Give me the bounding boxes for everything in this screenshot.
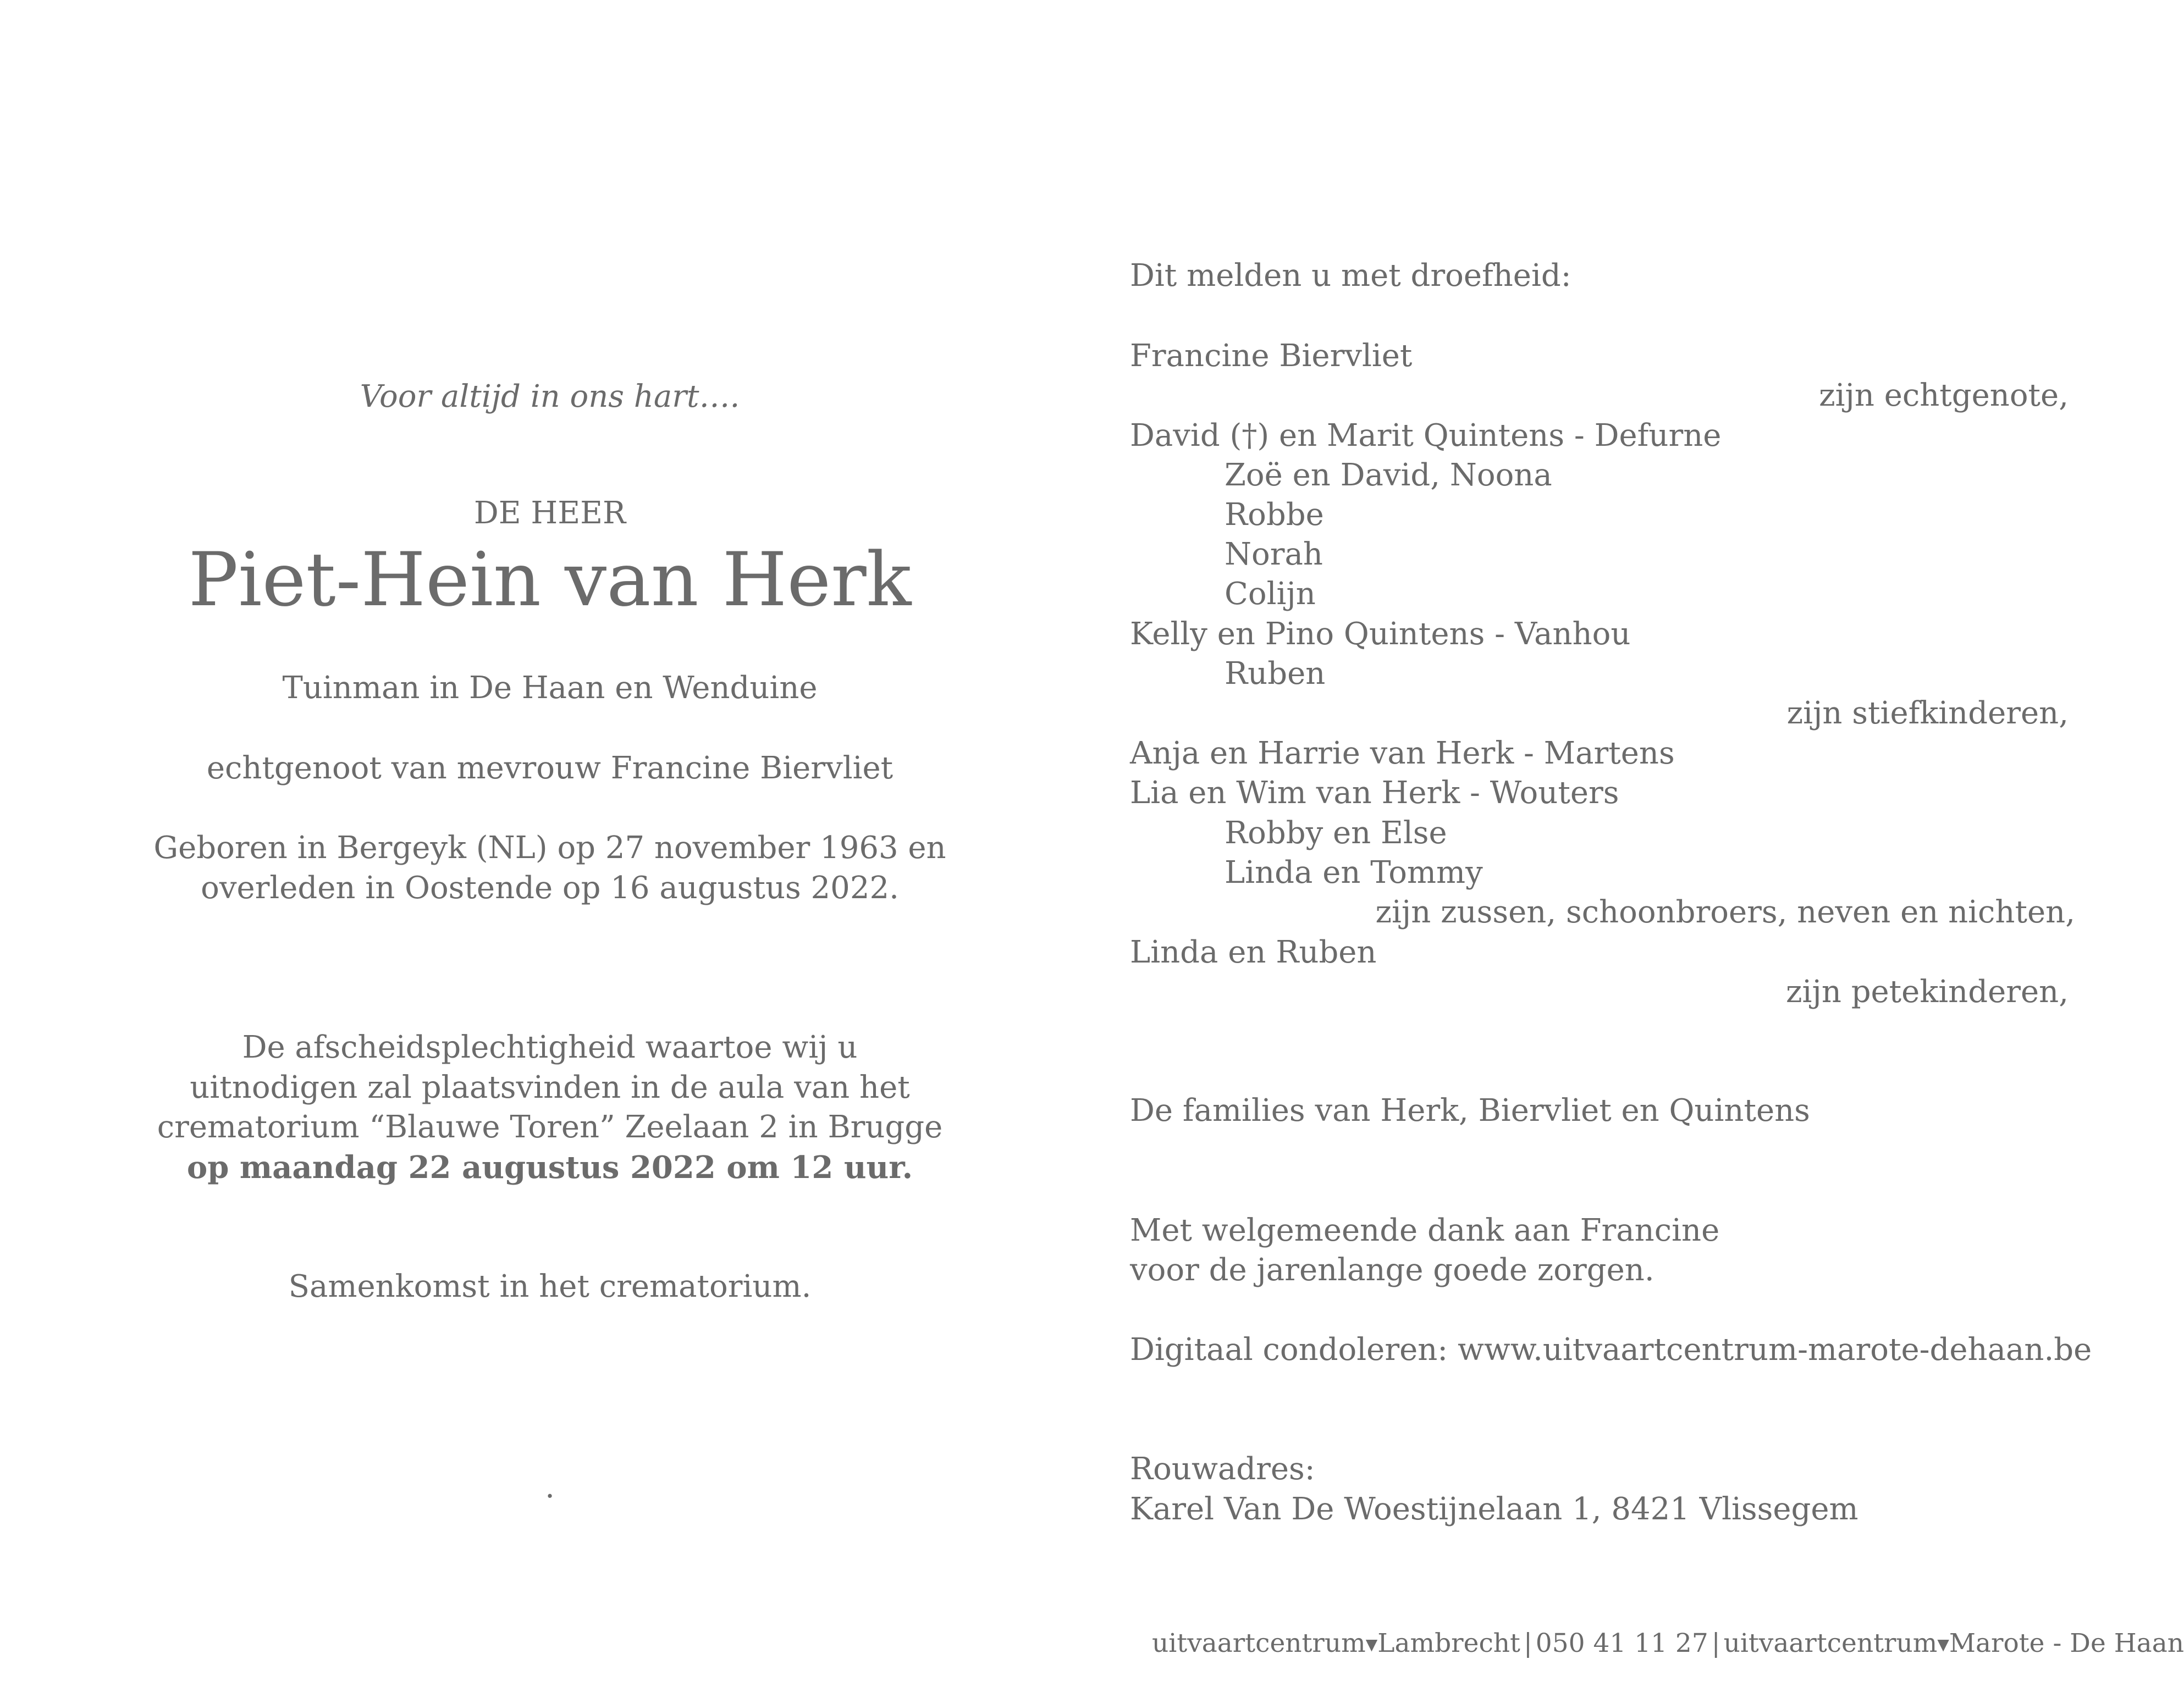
nephew-niece: Robby en Else bbox=[1225, 815, 1447, 851]
address-label: Rouwadres: bbox=[1130, 1451, 1315, 1487]
godchildren-relation: zijn petekinderen, bbox=[1786, 974, 2069, 1010]
ceremony-line: crematorium “Blauwe Toren” Zeelaan 2 in Brugge bbox=[157, 1109, 943, 1145]
died-line: overleden in Oostende op 16 augustus 2022. bbox=[201, 870, 899, 906]
families: De families van Herk, Biervliet en Quintens bbox=[1130, 1093, 1810, 1129]
sibling: Lia en Wim van Herk - Wouters bbox=[1130, 775, 1619, 811]
footer bbox=[1152, 1627, 2184, 1660]
grandchild: Colijn bbox=[1225, 576, 1316, 612]
grandchild: Norah bbox=[1225, 536, 1323, 572]
gathering: Samenkomst in het crematorium. bbox=[288, 1269, 812, 1304]
sibling: Anja en Harrie van Herk - Martens bbox=[1130, 735, 1675, 771]
triangle-icon: ▼ bbox=[1937, 1635, 1949, 1653]
spouse-relation: zijn echtgenote, bbox=[1819, 378, 2069, 413]
intro: Dit melden u met droefheid: bbox=[1130, 258, 1571, 294]
address: Karel Van De Woestijnelaan 1, 8421 Vlissegem bbox=[1130, 1491, 1858, 1527]
born-line: Geboren in Bergeyk (NL) op 27 november 1963 en bbox=[153, 830, 946, 866]
thanks-line: Met welgemeende dank aan Francine bbox=[1130, 1213, 1720, 1248]
footer-text: uitvaartcentrum bbox=[1152, 1628, 1366, 1658]
deceased-name: Piet-Hein van Herk bbox=[188, 536, 912, 623]
spouse-line: echtgenoot van mevrouw Francine Biervliet bbox=[206, 750, 894, 786]
ceremony-date: op maandag 22 augustus 2022 om 12 uur. bbox=[186, 1149, 913, 1186]
title-prefix: DE HEER bbox=[473, 495, 626, 531]
grandchild: Robbe bbox=[1225, 497, 1324, 533]
footer-text: Marote - De Haan bbox=[1949, 1628, 2184, 1658]
footer-phone: 050 41 11 27 bbox=[1535, 1628, 1708, 1658]
dot: . bbox=[545, 1469, 555, 1505]
footer-separator: | bbox=[1711, 1628, 1720, 1658]
grandchild: Ruben bbox=[1225, 656, 1326, 692]
siblings-relation: zijn zussen, schoonbroers, neven en nichten, bbox=[1375, 894, 2075, 930]
condolences: Digitaal condoleren: www.uitvaartcentrum-marote-dehaan.be bbox=[1130, 1332, 2092, 1368]
motto: Voor altijd in ons hart…. bbox=[360, 379, 740, 414]
ceremony-line: uitnodigen zal plaatsvinden in de aula van het bbox=[190, 1070, 910, 1105]
godchildren: Linda en Ruben bbox=[1130, 934, 1377, 970]
grandchild: Zoë en David, Noona bbox=[1225, 457, 1552, 493]
thanks-line: voor de jarenlange goede zorgen. bbox=[1130, 1252, 1654, 1288]
stepchild: Kelly en Pino Quintens - Vanhou bbox=[1130, 616, 1631, 652]
stepchild: David (†) en Marit Quintens - Defurne bbox=[1130, 418, 1722, 453]
footer-text: Lambrecht bbox=[1377, 1628, 1520, 1658]
stepchildren-relation: zijn stiefkinderen, bbox=[1786, 695, 2069, 731]
nephew-niece: Linda en Tommy bbox=[1225, 855, 1483, 891]
spouse: Francine Biervliet bbox=[1130, 338, 1413, 374]
ceremony-line: De afscheidsplechtigheid waartoe wij u bbox=[242, 1030, 858, 1065]
footer-text: uitvaartcentrum bbox=[1723, 1628, 1938, 1658]
occupation: Tuinman in De Haan en Wenduine bbox=[282, 670, 818, 706]
triangle-icon: ▼ bbox=[1365, 1635, 1378, 1653]
footer-separator: | bbox=[1523, 1628, 1532, 1658]
